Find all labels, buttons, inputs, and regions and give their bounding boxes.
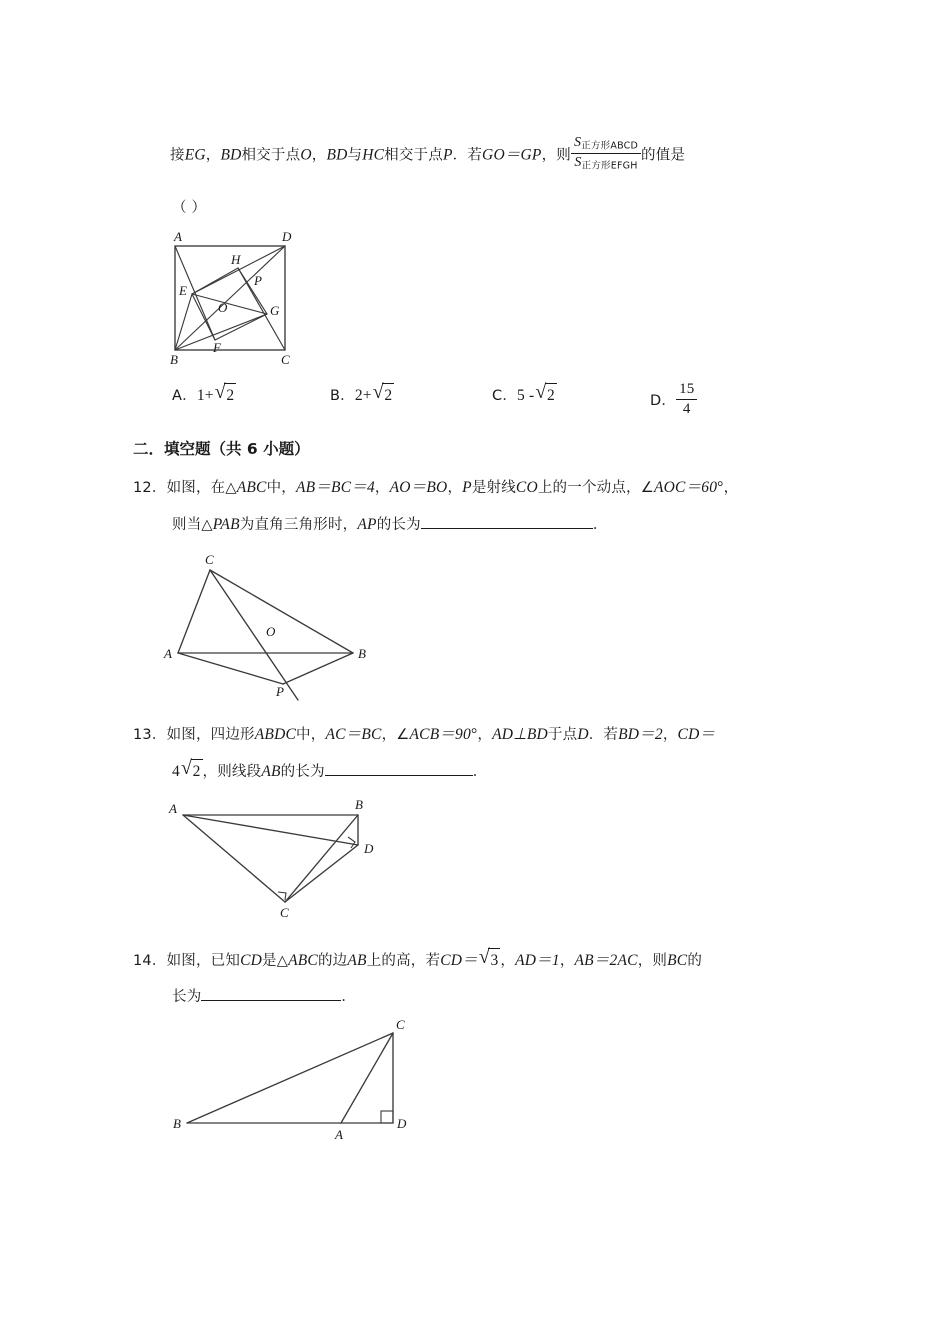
q12-t6: 上的一个动点，∠ (537, 480, 654, 496)
q13-quad-abdc: ABDC (254, 726, 297, 743)
q13-t5: 于点 (547, 727, 578, 743)
q14-t3: 的边 (317, 953, 348, 969)
q13-figure (165, 795, 385, 925)
q11-label-C: C (281, 352, 290, 367)
q13-t4: ， (477, 727, 493, 743)
q14-cond-ad: AD＝1 (515, 952, 560, 969)
q12-cond-2: AO＝BO (389, 479, 448, 496)
q12-stem-line-1 (133, 476, 738, 500)
q11-option-b-sqrt (373, 383, 395, 407)
q13-point-d: D (577, 726, 589, 743)
q11-option-d[interactable] (650, 380, 697, 420)
q13-label-B: B (355, 797, 363, 812)
q12-t2: 中， (266, 480, 296, 496)
q11-answer-paren[interactable]: （ ） (172, 200, 207, 216)
q12-triangle-pab: PAB (212, 516, 240, 533)
sqrt-radical-icon: √ (372, 381, 384, 404)
q11-option-c-before: 5 - (517, 387, 535, 404)
q11-text-8: 的值是 (641, 147, 686, 164)
q12-t5: 是射线 (471, 480, 516, 496)
q11-fraction-numerator (571, 135, 641, 153)
q13-label-C: C (280, 905, 289, 920)
q14-t5: ， (500, 953, 516, 969)
q13-cond-1: AC＝BC (325, 726, 382, 743)
q11-option-d-den: 4 (676, 399, 697, 418)
q11-seg-eg: EG (184, 146, 206, 164)
q12-l2-3: 的长为 (376, 517, 421, 533)
q13-l2-end: ． (472, 764, 488, 780)
q11-den-s: S (574, 155, 582, 171)
q11-fraction-denominator (571, 153, 641, 172)
q13-t2: 中， (296, 727, 326, 743)
q11-text-6: ．若 (452, 147, 483, 164)
q12-stem-line-2 (172, 513, 608, 537)
q14-t8: 的 (687, 953, 703, 969)
q11-option-a[interactable] (172, 383, 236, 408)
q13-label-A: A (169, 801, 177, 816)
q14-cond-ab: AB＝2AC (574, 952, 638, 969)
q12-answer-blank[interactable] (421, 513, 593, 529)
q14-radicand: 3 (488, 948, 500, 972)
q11-den-subscript: 正方形EFGH (581, 160, 638, 172)
q14-t4: 上的高，若 (366, 953, 441, 969)
q12-label-O: O (266, 624, 276, 639)
q11-label-F: F (213, 340, 221, 355)
q11-option-b-before: 2+ (354, 387, 372, 404)
q11-stem-prefix: 接 (170, 147, 185, 164)
q14-seg-ab: AB (347, 952, 367, 969)
q11-label-O: O (218, 300, 228, 315)
q13-l2-sqrt (181, 759, 203, 783)
q13-cond-5: BD＝2 (618, 726, 663, 743)
q14-answer-blank[interactable] (201, 985, 341, 1001)
q11-seg-bd2: BD (326, 146, 348, 164)
q11-option-b-key: B． (330, 388, 355, 404)
q14-t6: ， (559, 953, 575, 969)
sqrt-radical-icon: √ (535, 381, 547, 404)
q13-l2-radicand: 2 (191, 759, 203, 783)
q13-cond-3: AD⊥BD (492, 726, 548, 743)
q11-text-4: 与 (347, 147, 363, 164)
q12-label-B: B (358, 646, 366, 661)
q13-l2-2: 的长为 (280, 764, 325, 780)
q13-number: 13． (133, 727, 167, 743)
q12-ray-co: CO (515, 479, 538, 496)
q11-option-c-key: C． (492, 388, 518, 404)
q14-stem-line-2 (172, 985, 356, 1009)
q11-label-A: A (174, 229, 182, 244)
q12-figure (160, 548, 400, 713)
q11-option-a-key: A． (172, 388, 197, 404)
q12-l2-2: 为直角三角形时， (239, 517, 358, 533)
q11-point-p: P (442, 146, 453, 164)
q13-answer-blank[interactable] (325, 760, 473, 776)
q11-label-E: E (179, 283, 187, 298)
q12-number: 12． (133, 480, 167, 496)
q11-label-P: P (254, 273, 262, 288)
q11-option-c[interactable] (492, 383, 557, 408)
q11-text-3: ， (311, 147, 327, 164)
q14-t7: ，则 (637, 953, 668, 969)
q12-cond-angle: AOC＝60 (653, 479, 718, 496)
q11-figure (160, 228, 310, 373)
q13-t1: 如图，四边形 (166, 727, 255, 743)
q12-t1: 如图，在△ (166, 480, 237, 496)
q12-t4: ， (447, 480, 463, 496)
q11-num-s: S (574, 134, 582, 150)
q11-condition: GO＝GP (482, 146, 542, 164)
q11-label-G: G (270, 303, 280, 318)
q12-point-p: P (462, 479, 472, 496)
q11-option-c-radicand: 2 (545, 383, 557, 407)
q12-t3: ， (374, 480, 390, 496)
q11-option-d-key: D． (650, 392, 677, 409)
q11-label-D: D (282, 229, 292, 244)
q11-point-o: O (300, 146, 312, 164)
q13-t6: ．若 (588, 727, 619, 743)
q11-option-d-fraction (676, 381, 697, 418)
q14-t1: 如图，已知 (166, 953, 241, 969)
q13-t7: ， (662, 727, 678, 743)
q14-sqrt (479, 948, 501, 972)
q14-t2: 是△ (262, 953, 289, 969)
q14-l2-end: ． (341, 989, 357, 1005)
q14-cond-cd: CD＝ (440, 952, 478, 969)
q14-figure (165, 1015, 415, 1145)
section-heading-fill-in-blank: 二．填空题（共 6 小题） (133, 440, 310, 458)
sqrt-radical-icon: √ (214, 381, 226, 404)
q12-cond-1: AB＝BC＝4 (296, 479, 375, 496)
q13-t3: ，∠ (381, 727, 410, 743)
q14-number: 14． (133, 953, 167, 969)
sqrt-radical-icon: √ (478, 946, 490, 969)
q13-l2-1: ，则线段 (202, 764, 262, 780)
q13-degree-symbol: ° (470, 726, 478, 743)
q12-label-P: P (276, 684, 284, 699)
q14-stem-line-1 (133, 948, 702, 973)
q11-option-b[interactable] (330, 383, 394, 408)
q13-stem-line-2 (172, 759, 487, 784)
q14-seg-bc: BC (667, 952, 688, 969)
q11-option-a-radicand: 2 (224, 383, 236, 407)
q14-triangle-abc: ABC (288, 952, 318, 969)
q12-t7: ， (723, 480, 739, 496)
q12-label-C: C (205, 552, 214, 567)
q14-label-B: B (173, 1116, 181, 1131)
q11-label-B: B (170, 352, 178, 367)
q13-cond-2: ACB＝90 (409, 726, 471, 743)
q11-text-1: ， (205, 147, 221, 164)
q11-option-c-sqrt (535, 383, 557, 407)
q14-label-C: C (396, 1017, 405, 1032)
q11-option-a-sqrt (215, 383, 237, 407)
q11-label-H: H (231, 252, 241, 267)
q12-seg-ap: AP (357, 516, 377, 533)
q11-text-5: 相交于点 (384, 147, 443, 164)
q14-label-D: D (397, 1116, 407, 1131)
q11-option-d-num: 15 (679, 380, 695, 397)
q11-area-ratio-fraction (571, 135, 641, 173)
q14-l2-1: 长为 (172, 989, 202, 1005)
q12-l2-end: ． (592, 517, 608, 533)
q12-degree-symbol: ° (717, 479, 724, 496)
q13-label-D: D (364, 841, 374, 856)
q14-seg-cd: CD (240, 952, 262, 969)
q13-cond-6: CD＝ (677, 726, 716, 743)
q11-option-b-radicand: 2 (382, 383, 394, 407)
q11-num-subscript: 正方形ABCD (581, 140, 639, 152)
sqrt-radical-icon: √ (180, 757, 193, 780)
q11-option-a-before: 1+ (196, 387, 214, 404)
q11-seg-bd: BD (220, 146, 242, 164)
q13-l2-coefficient: 4 (172, 763, 180, 780)
q11-text-2: 相交于点 (241, 147, 301, 164)
q12-l2-1: 则当△ (172, 517, 213, 533)
q13-stem-line-1 (133, 723, 715, 747)
q12-label-A: A (164, 646, 172, 661)
q11-text-7: ，则 (541, 147, 572, 164)
q11-seg-hc: HC (362, 146, 385, 164)
q14-label-A: A (335, 1127, 343, 1142)
q11-stem-line (170, 134, 686, 175)
q13-seg-ab: AB (261, 763, 281, 780)
q12-triangle-abc: ABC (236, 479, 267, 496)
